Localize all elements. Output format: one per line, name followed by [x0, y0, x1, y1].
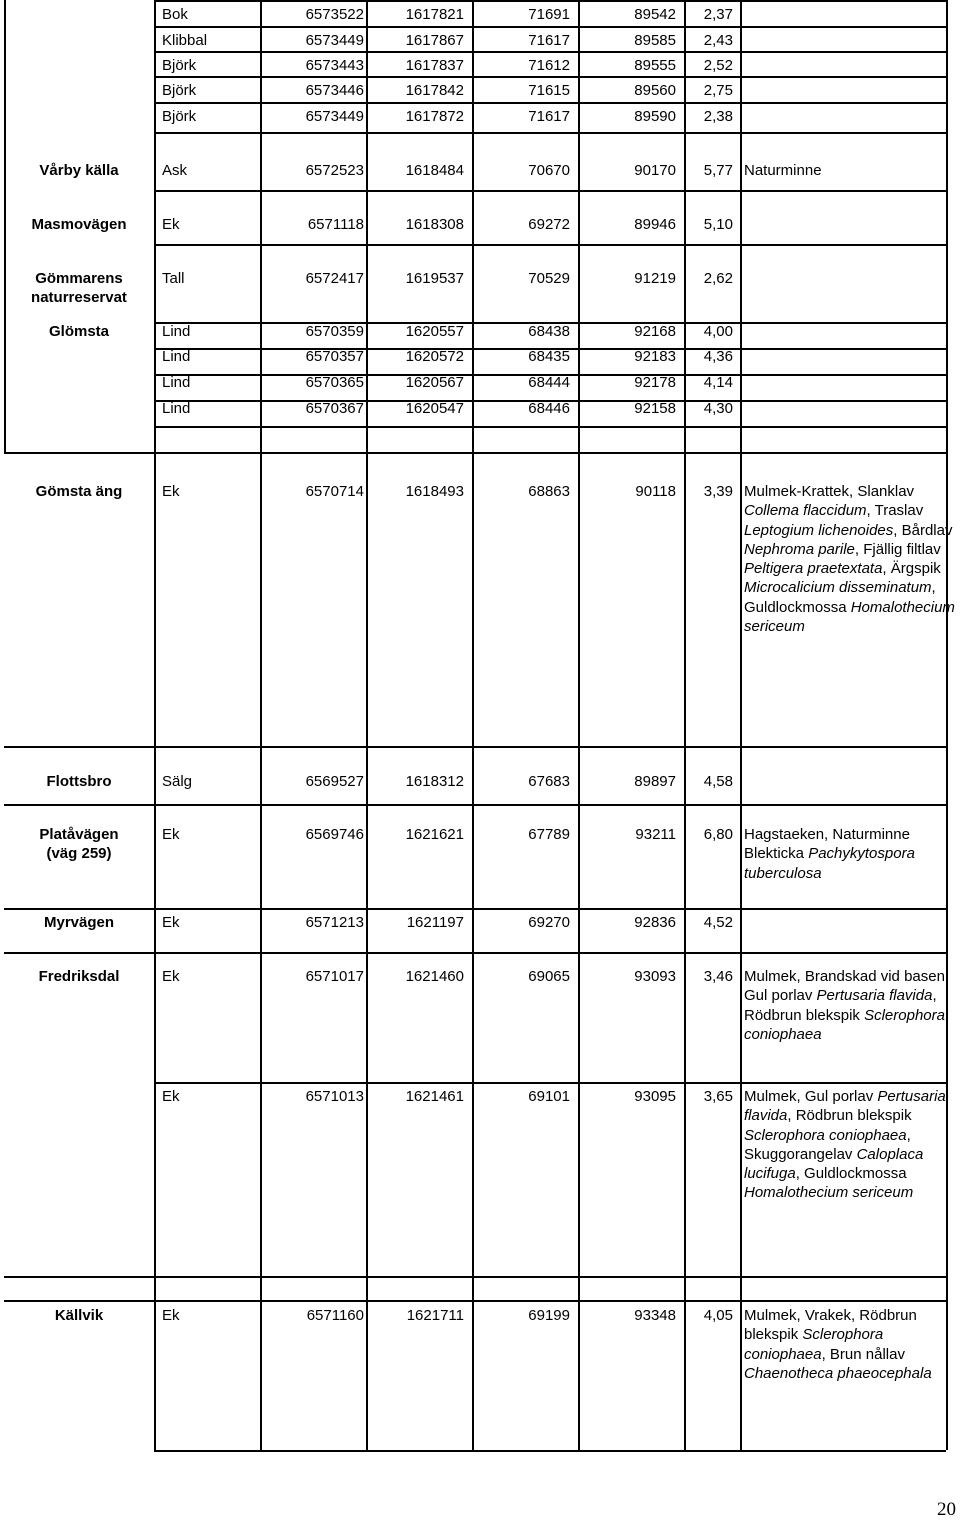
remark-text: Mulmek, Vrakek, Rödbrun blekspik — [744, 1307, 917, 1344]
coord-c2: 1618484 — [405, 162, 464, 179]
latin-name: Pachykytospora tuberculosa — [744, 845, 915, 882]
coord-c2: 1621711 — [406, 1307, 464, 1324]
group-divider — [4, 746, 946, 748]
coord-c1: 6570365 — [305, 374, 364, 391]
coord-value: 4,30 — [703, 400, 733, 417]
latin-name: Leptogium lichenoides — [744, 521, 894, 539]
coord-value: 2,38 — [703, 108, 733, 125]
species-cell: Lind — [162, 348, 191, 365]
row-divider — [154, 0, 946, 2]
remark-text: , Rödbrun blekspik — [787, 1107, 912, 1125]
remark-cell — [744, 1087, 956, 1203]
row-divider — [154, 1450, 946, 1452]
coord-c1: 6573522 — [305, 6, 364, 23]
species-cell: Ask — [162, 162, 188, 179]
coord-c4: 89542 — [634, 6, 676, 23]
group-divider — [4, 804, 946, 806]
remark-text: Hagstaeken, Naturminne Blekticka — [744, 826, 910, 863]
species-cell: Ek — [162, 1307, 180, 1324]
coord-c4: 89560 — [634, 82, 676, 99]
group-divider — [4, 1276, 946, 1278]
latin-name: Homalothecium sericeum — [744, 1184, 914, 1202]
remark-text: Mulmek, Gul porlav — [744, 1088, 878, 1105]
latin-name: Collema flaccidum — [744, 502, 867, 520]
location-cell: Gömsta äng — [35, 483, 123, 500]
coord-c3: 69270 — [528, 914, 570, 931]
row-divider — [154, 190, 946, 192]
location-cell: Glömsta — [48, 323, 109, 340]
coord-value: 2,37 — [703, 6, 733, 23]
location-cell: Fredriksdal — [38, 968, 120, 985]
coord-value: 4,58 — [703, 773, 733, 790]
coord-c2: 1617842 — [405, 82, 464, 99]
coord-value: 3,46 — [703, 968, 733, 985]
coord-c4: 90170 — [634, 162, 676, 179]
coord-c4: 93211 — [635, 826, 676, 843]
coord-c2: 1621197 — [406, 914, 464, 931]
coord-value: 4,00 — [703, 323, 733, 340]
remark-text: , Rödbrun blekspik — [744, 987, 937, 1024]
coord-c1: 6570359 — [305, 323, 364, 340]
species-cell: Ek — [162, 483, 180, 500]
coord-c4: 92183 — [634, 348, 676, 365]
coord-c2: 1617872 — [405, 108, 464, 125]
coord-c1: 6569746 — [305, 826, 364, 843]
column-divider — [472, 0, 474, 1450]
coord-c3: 71615 — [528, 82, 570, 99]
coord-c4: 93095 — [634, 1088, 676, 1105]
latin-name: Peltigera praetextata — [744, 560, 883, 578]
coord-c2: 1620557 — [405, 323, 464, 340]
coord-c1: 6573446 — [305, 82, 364, 99]
coord-c3: 68863 — [528, 483, 570, 500]
coord-c1: 6571013 — [305, 1088, 364, 1105]
coord-c3: 71617 — [528, 108, 570, 125]
remark-text: , Skuggorangelav — [744, 1126, 911, 1163]
latin-name: Pertusaria flavida — [816, 987, 933, 1005]
remark-text: , Ärgspik — [882, 560, 941, 578]
remark-text: , Traslav — [866, 502, 924, 520]
row-divider — [154, 51, 946, 53]
column-divider — [578, 0, 580, 1450]
species-cell: Lind — [162, 400, 191, 417]
coord-c1: 6572523 — [305, 162, 364, 179]
coord-c1: 6570357 — [305, 348, 364, 365]
coord-c3: 68438 — [528, 323, 570, 340]
coord-c3: 67683 — [528, 773, 570, 790]
coord-c4: 93093 — [634, 968, 676, 985]
remark-text: Mulmek, Brandskad vid basen, Gul porlav — [744, 968, 950, 1005]
coord-value: 2,75 — [703, 82, 733, 99]
coord-value: 4,05 — [703, 1307, 733, 1324]
coord-value: 4,52 — [703, 914, 733, 931]
coord-c4: 89555 — [634, 57, 676, 74]
remark-text: , Brun nållav — [821, 1345, 905, 1363]
coord-c2: 1619537 — [405, 270, 464, 287]
species-cell: Klibbal — [162, 32, 208, 49]
latin-name: Sclerophora coniophaea — [744, 1126, 907, 1144]
latin-name: Sclerophora coniophaea — [744, 1326, 884, 1363]
species-cell: Bok — [162, 6, 188, 23]
remark-cell — [744, 967, 956, 1044]
coord-c4: 93348 — [634, 1307, 676, 1324]
column-divider — [740, 0, 742, 1450]
row-divider — [154, 26, 946, 28]
coord-c3: 69065 — [528, 968, 570, 985]
coord-value: 2,52 — [703, 57, 733, 74]
coord-c1: 6569527 — [305, 773, 364, 790]
coord-c1: 6571160 — [306, 1307, 364, 1324]
coord-value: 2,43 — [703, 32, 733, 49]
location-cell: Vårby källa — [39, 162, 119, 179]
coord-c3: 71612 — [528, 57, 570, 74]
coord-c2: 1617821 — [405, 6, 464, 23]
coord-c2: 1621460 — [405, 968, 464, 985]
column-divider — [260, 0, 262, 1450]
coord-c3: 68444 — [528, 374, 570, 391]
coord-c4: 92836 — [634, 914, 676, 931]
location-cell: Källvik — [54, 1307, 104, 1324]
row-divider — [154, 102, 946, 104]
page-number: 20 — [937, 1499, 956, 1520]
remark-text: Mulmek-Krattek, Slanklav — [744, 483, 915, 500]
row-divider — [154, 1082, 946, 1084]
location-cell: Myrvägen — [43, 914, 115, 931]
coord-c3: 67789 — [528, 826, 570, 843]
location-cell: Gömmarens naturreservat — [31, 270, 127, 307]
coord-c4: 89585 — [634, 32, 676, 49]
remark-text: , Fjällig filtlav — [854, 540, 941, 558]
coord-c1: 6573449 — [305, 108, 364, 125]
latin-name: Nephroma parile — [744, 540, 855, 558]
latin-name: Pertusaria flavida — [744, 1088, 946, 1125]
coord-c2: 1617867 — [405, 32, 464, 49]
coord-c1: 6571017 — [305, 968, 364, 985]
latin-name: Chaenotheca phaeocephala — [744, 1364, 932, 1382]
remark-text: , Guldlockmossa — [795, 1165, 907, 1183]
remark-cell — [744, 161, 956, 180]
remark-cell — [744, 1306, 956, 1383]
species-cell: Ek — [162, 216, 180, 233]
location-cell: Flottsbro — [46, 773, 112, 790]
coord-c2: 1620572 — [405, 348, 464, 365]
latin-name: Homalothecium sericeum — [744, 598, 955, 636]
coord-c1: 6570714 — [305, 483, 364, 500]
remark-text: , Guldlockmossa — [744, 579, 936, 616]
coord-c2: 1617837 — [405, 57, 464, 74]
group-divider — [4, 908, 946, 910]
remark-text: Naturminne — [744, 162, 822, 179]
species-cell: Lind — [162, 374, 191, 391]
row-divider — [154, 132, 946, 134]
coord-value: 5,77 — [703, 162, 733, 179]
coord-c2: 1621621 — [405, 826, 464, 843]
coord-c3: 71617 — [528, 32, 570, 49]
coord-c3: 68435 — [528, 348, 570, 365]
species-cell: Tall — [162, 270, 185, 287]
latin-name: Caloplaca lucifuga — [744, 1145, 924, 1183]
remark-cell — [744, 482, 956, 636]
coord-c4: 90118 — [635, 483, 676, 500]
coord-c3: 68446 — [528, 400, 570, 417]
coord-c2: 1620567 — [405, 374, 464, 391]
coord-c4: 91219 — [634, 270, 676, 287]
coord-c4: 89897 — [634, 773, 676, 790]
coord-c1: 6571118 — [307, 216, 364, 233]
coord-c3: 69272 — [528, 216, 570, 233]
group-divider — [4, 452, 946, 454]
coord-value: 5,10 — [703, 216, 733, 233]
species-cell: Björk — [162, 108, 197, 125]
species-cell: Ek — [162, 968, 180, 985]
coord-c4: 89590 — [634, 108, 676, 125]
group-divider — [4, 952, 946, 954]
coord-value: 3,65 — [703, 1088, 733, 1105]
species-cell: Sälg — [162, 773, 193, 790]
coord-c4: 92158 — [634, 400, 676, 417]
coord-value: 6,80 — [703, 826, 733, 843]
row-divider — [154, 426, 946, 428]
coord-c1: 6572417 — [305, 270, 364, 287]
column-divider — [366, 0, 368, 1450]
coord-c2: 1618308 — [405, 216, 464, 233]
coord-c3: 70670 — [528, 162, 570, 179]
species-cell: Björk — [162, 57, 197, 74]
coord-c4: 89946 — [634, 216, 676, 233]
coord-c1: 6573449 — [305, 32, 364, 49]
row-divider — [154, 76, 946, 78]
coord-value: 3,39 — [703, 483, 733, 500]
coord-c3: 71691 — [528, 6, 570, 23]
latin-name: Sclerophora coniophaea — [744, 1006, 945, 1043]
coord-c4: 92178 — [634, 374, 676, 391]
coord-c1: 6573443 — [305, 57, 364, 74]
column-divider — [154, 0, 156, 1450]
coord-c2: 1620547 — [405, 400, 464, 417]
species-cell: Björk — [162, 82, 197, 99]
coord-c2: 1621461 — [405, 1088, 464, 1105]
species-cell: Ek — [162, 914, 180, 931]
coord-c1: 6571213 — [305, 914, 364, 931]
row-divider — [154, 244, 946, 246]
coord-c3: 69199 — [528, 1307, 570, 1324]
coord-c2: 1618493 — [405, 483, 464, 500]
coord-c4: 92168 — [634, 323, 676, 340]
coord-value: 4,36 — [703, 348, 733, 365]
coord-c3: 69101 — [528, 1088, 570, 1105]
group-divider — [4, 1300, 946, 1302]
coord-value: 2,62 — [703, 270, 733, 287]
location-cell: Platåvägen (väg 259) — [39, 826, 119, 863]
coord-value: 4,14 — [703, 374, 733, 391]
latin-name: Microcalicium disseminatum — [744, 579, 932, 597]
species-cell: Ek — [162, 1088, 180, 1105]
remark-text: , Bårdlav — [893, 521, 953, 539]
column-divider — [946, 0, 948, 1450]
coord-c2: 1618312 — [405, 773, 464, 790]
species-cell: Ek — [162, 826, 180, 843]
remark-cell — [744, 825, 956, 883]
species-cell: Lind — [162, 323, 191, 340]
coord-c3: 70529 — [528, 270, 570, 287]
coord-c1: 6570367 — [305, 400, 364, 417]
location-cell: Masmovägen — [31, 216, 127, 233]
